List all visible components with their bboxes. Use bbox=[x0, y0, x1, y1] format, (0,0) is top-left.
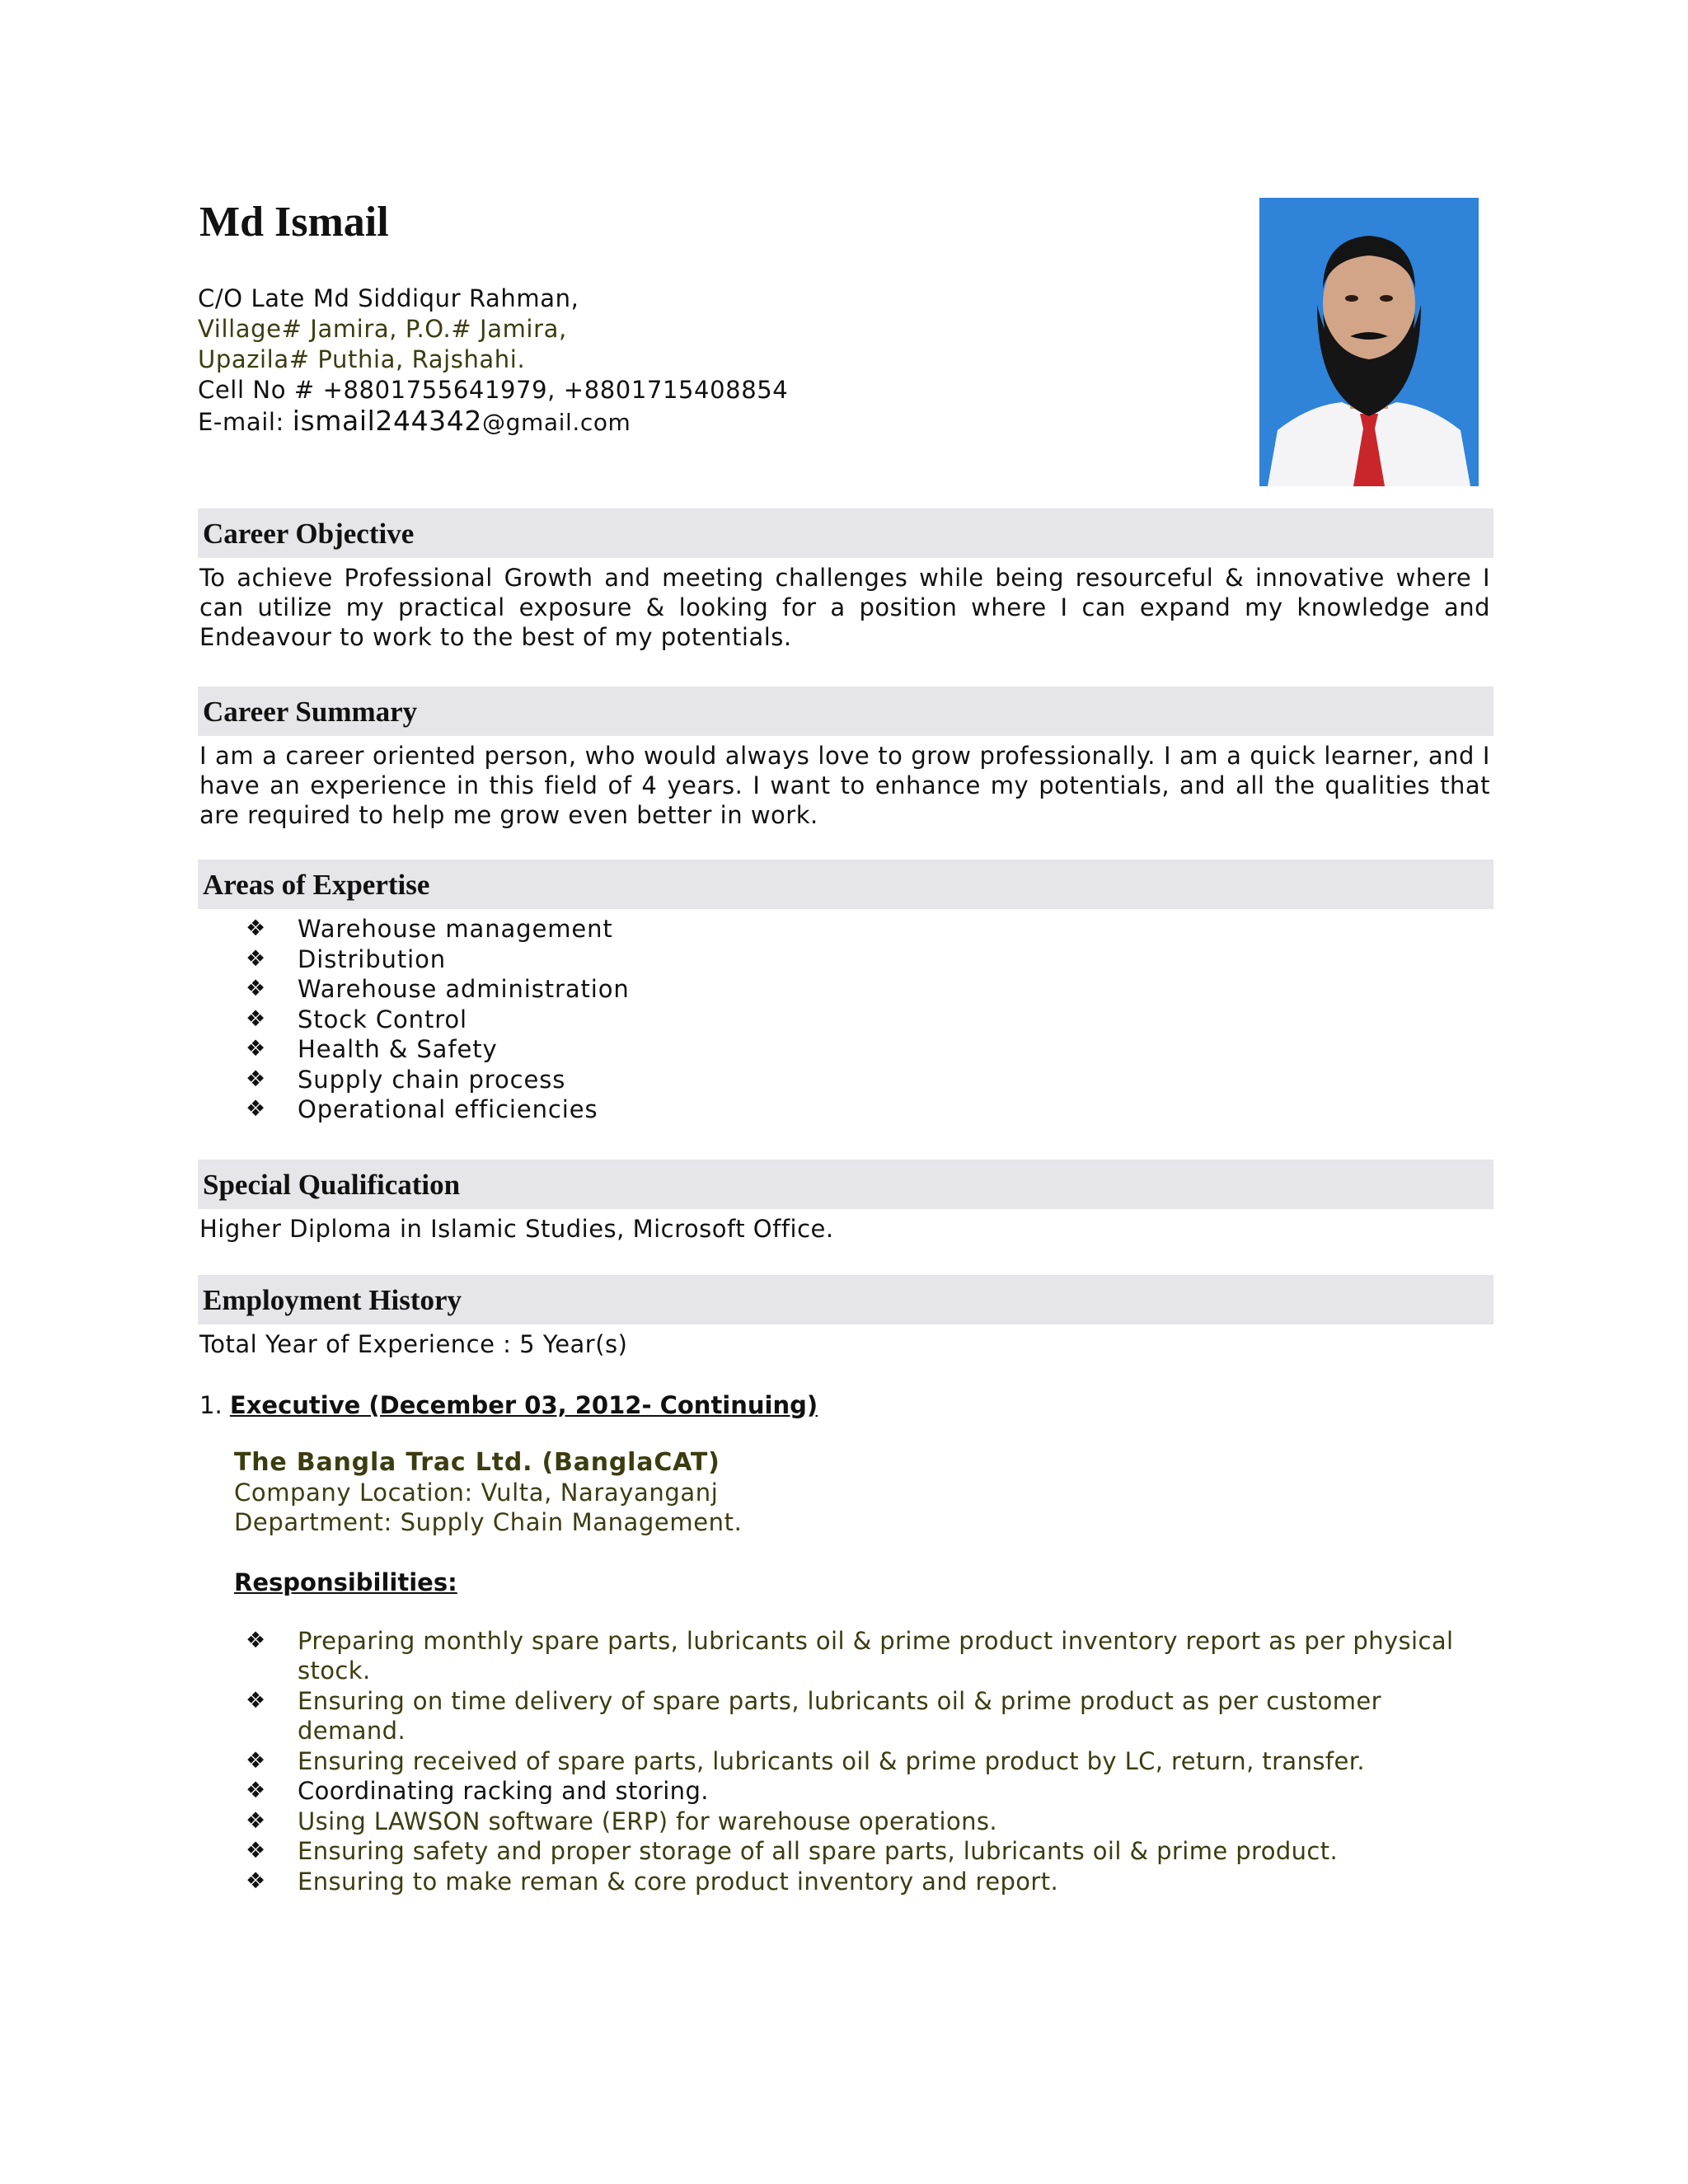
diamond-bullet-icon: ❖ bbox=[246, 945, 267, 972]
diamond-bullet-icon: ❖ bbox=[246, 1807, 266, 1834]
responsibility-item-text: Coordinating racking and storing. bbox=[298, 1777, 709, 1805]
expertise-item bbox=[198, 944, 1493, 975]
email-user: ismail244342 bbox=[292, 405, 482, 437]
section-heading-special-qualification: Special Qualification bbox=[198, 1160, 1493, 1209]
diamond-bullet-icon: ❖ bbox=[246, 1005, 267, 1032]
diamond-bullet-icon: ❖ bbox=[246, 1627, 266, 1653]
diamond-bullet-icon: ❖ bbox=[246, 1778, 266, 1803]
career-objective-text: To achieve Professional Growth and meeting challenges while being resourceful & innovative where I can utilize my practical exposure & looking for a position where I can expand my knowledge and Endeavour to work to the best of my potentials. bbox=[199, 564, 1490, 651]
diamond-bullet-icon: ❖ bbox=[246, 976, 267, 1001]
expertise-item bbox=[198, 914, 1493, 944]
responsibility-item-text: Using LAWSON software (ERP) for warehouse operations. bbox=[298, 1807, 998, 1835]
diamond-bullet-icon: ❖ bbox=[246, 1838, 266, 1863]
responsibilities-heading: Responsibilities: bbox=[234, 1568, 457, 1596]
expertise-item bbox=[198, 974, 1493, 1005]
expertise-item bbox=[198, 1005, 1493, 1035]
expertise-item-text: Stock Control bbox=[298, 1005, 468, 1033]
responsibility-item bbox=[198, 1746, 1493, 1777]
expertise-item-text: Warehouse administration bbox=[298, 975, 630, 1003]
responsibility-item-text: Ensuring to make reman & core product inventory and report. bbox=[298, 1867, 1059, 1896]
job-number: 1. bbox=[199, 1390, 223, 1419]
career-summary-text: I am a career oriented person, who would always love to grow professionally. I am a quick learner, and I have an experience in this field of 4 years. I want to enhance my potentials, and all the qualities that are required to help me grow even better in work. bbox=[199, 742, 1490, 829]
section-heading-career-summary: Career Summary bbox=[198, 687, 1493, 736]
address-line-3: Upazila# Puthia, Rajshahi. bbox=[198, 345, 526, 373]
email-domain: @gmail.com bbox=[481, 409, 631, 436]
email-line bbox=[198, 405, 1493, 438]
total-experience: Total Year of Experience : 5 Year(s) bbox=[199, 1329, 628, 1358]
responsibility-item bbox=[198, 1867, 1493, 1897]
address-line-1: C/O Late Md Siddiqur Rahman, bbox=[198, 284, 579, 312]
phone-line: Cell No # +8801755641979, +8801715408854 bbox=[198, 376, 789, 404]
responsibility-item bbox=[198, 1686, 1493, 1746]
section-heading-employment-history: Employment History bbox=[198, 1275, 1493, 1324]
diamond-bullet-icon: ❖ bbox=[246, 1036, 267, 1062]
expertise-item-text: Health & Safety bbox=[298, 1035, 498, 1063]
responsibility-item-text: Ensuring safety and proper storage of all spare parts, lubricants oil & prime product. bbox=[298, 1837, 1339, 1865]
email-label: E-mail: bbox=[198, 408, 293, 436]
expertise-list bbox=[198, 914, 1493, 1125]
expertise-item-text: Distribution bbox=[298, 944, 446, 973]
responsibility-item bbox=[198, 1807, 1493, 1837]
address-line-2: Village# Jamira, P.O.# Jamira, bbox=[198, 315, 567, 343]
responsibility-item bbox=[198, 1836, 1493, 1867]
responsibility-item-text: Preparing monthly spare parts, lubricants oil & prime product inventory report as per physical stock. bbox=[298, 1626, 1454, 1685]
special-qualification-text: Higher Diploma in Islamic Studies, Microsoft Office. bbox=[199, 1214, 834, 1243]
company-department: Department: Supply Chain Management. bbox=[234, 1507, 743, 1536]
contact-block bbox=[198, 284, 1493, 438]
resume-content bbox=[198, 198, 1493, 1896]
company-block bbox=[234, 1448, 1493, 1537]
responsibility-item-text: Ensuring received of spare parts, lubricants oil & prime product by LC, return, transfer. bbox=[298, 1746, 1366, 1775]
company-location: Company Location: Vulta, Narayanganj bbox=[234, 1478, 719, 1507]
diamond-bullet-icon: ❖ bbox=[246, 1096, 267, 1122]
job-title-line bbox=[199, 1390, 1493, 1420]
responsibilities-list bbox=[198, 1626, 1493, 1897]
diamond-bullet-icon: ❖ bbox=[246, 1066, 267, 1092]
candidate-name: Md Ismail bbox=[199, 199, 389, 246]
diamond-bullet-icon: ❖ bbox=[246, 916, 267, 941]
diamond-bullet-icon: ❖ bbox=[246, 1868, 266, 1894]
job-title: Executive (December 03, 2012- Continuing) bbox=[229, 1390, 818, 1419]
expertise-item-text: Operational efficiencies bbox=[298, 1095, 598, 1123]
section-heading-career-objective: Career Objective bbox=[198, 509, 1493, 558]
section-heading-areas-of-expertise: Areas of Expertise bbox=[198, 860, 1493, 909]
expertise-item bbox=[198, 1094, 1493, 1125]
expertise-item bbox=[198, 1065, 1493, 1095]
responsibility-item bbox=[198, 1626, 1493, 1686]
diamond-bullet-icon: ❖ bbox=[246, 1687, 266, 1713]
expertise-item-text: Supply chain process bbox=[298, 1065, 566, 1094]
responsibility-item bbox=[198, 1776, 1493, 1807]
expertise-item-text: Warehouse management bbox=[298, 915, 613, 943]
expertise-item bbox=[198, 1034, 1493, 1065]
company-name: The Bangla Trac Ltd. (BanglaCAT) bbox=[234, 1447, 720, 1477]
diamond-bullet-icon: ❖ bbox=[246, 1747, 266, 1774]
responsibility-item-text: Ensuring on time delivery of spare parts, lubricants oil & prime product as per customer demand. bbox=[298, 1686, 1381, 1745]
